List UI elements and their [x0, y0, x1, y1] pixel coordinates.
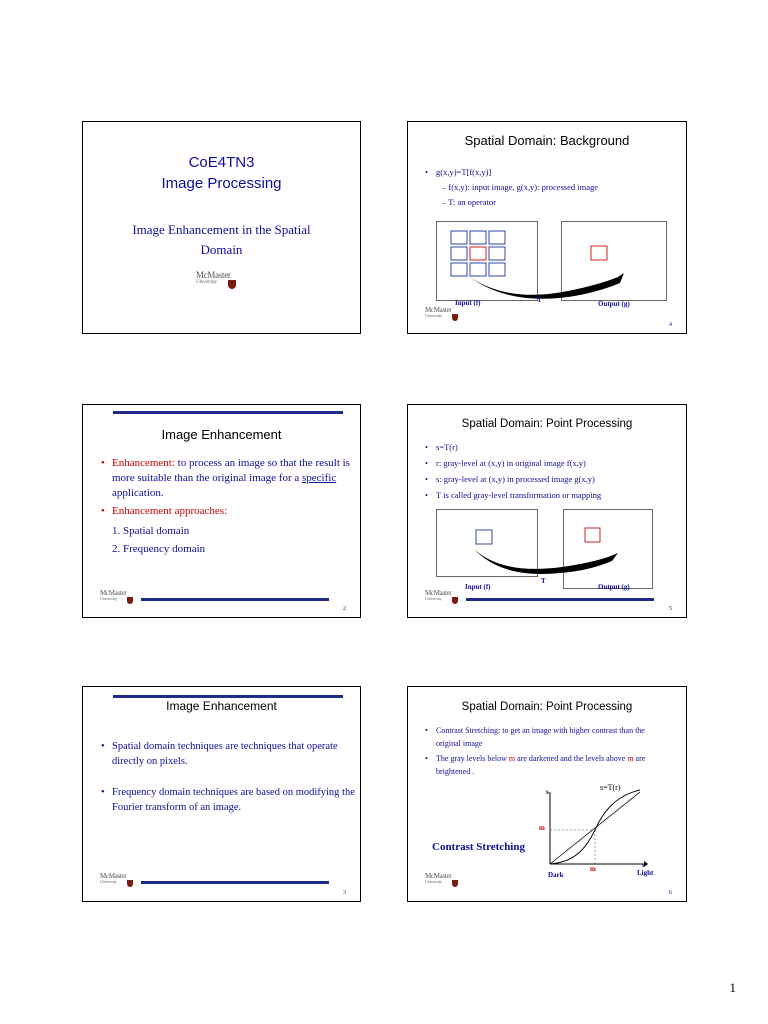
- approach-item-2: 2. Frequency domain: [112, 543, 206, 555]
- bullet-mapping-eq: • s=T(r): [425, 439, 683, 455]
- logo-shield-icon: [127, 880, 133, 887]
- page-number: 3: [343, 890, 346, 896]
- approach-list: [112, 522, 205, 558]
- label-input: Input (f): [465, 583, 491, 591]
- contrast-stretching-graph: [538, 784, 648, 876]
- bullet-text-end: are brightened .: [436, 754, 646, 776]
- logo-text: McMaster: [196, 270, 231, 280]
- bullet-list: [425, 724, 670, 778]
- logo-shield-icon: [127, 597, 133, 604]
- m-highlight: m: [508, 754, 516, 763]
- graph-dark-label: Dark: [548, 871, 564, 879]
- logo-shield-icon: [452, 880, 458, 887]
- bullet-s-def: • s: gray-level at (x,y) in processed image g(x,y): [425, 471, 683, 487]
- graph-m-y-label: m: [539, 824, 545, 832]
- sub-bullets: [442, 180, 598, 210]
- page-number: 5: [669, 606, 672, 612]
- slide-1: [82, 121, 361, 334]
- bullet-enhancement: [101, 456, 351, 501]
- approach-item-1: 1. Spatial domain: [112, 525, 190, 537]
- slide-title: [83, 152, 360, 194]
- slide-title: Spatial Domain: Background: [464, 133, 630, 148]
- page-number: 6: [669, 890, 672, 896]
- bottom-rule: [466, 598, 654, 601]
- bullet-text: to process an image so that the result is more suitable than the original image for a: [112, 457, 350, 484]
- logo-text: McMaster: [100, 589, 127, 597]
- mcmaster-logo: [425, 590, 451, 601]
- top-rule: [113, 411, 343, 414]
- logo-subtext: University: [425, 313, 442, 318]
- bullet-equation: • g(x,y)=T[f(x,y)]: [425, 166, 680, 179]
- bullet-label: Enhancement:: [112, 457, 175, 469]
- bullet-r-def: • r: gray-level at (x,y) in original image f(x,y): [425, 455, 683, 471]
- slide-subtitle: [83, 220, 360, 260]
- slide-title: Image Enhancement: [166, 699, 277, 713]
- slide-title: Spatial Domain: Point Processing: [461, 701, 633, 713]
- logo-subtext: University: [425, 879, 442, 884]
- mcmaster-logo: [196, 271, 231, 285]
- bullet-t-def: • T is called gray-level transformation or mapping: [425, 487, 683, 503]
- slide-6: [407, 686, 687, 902]
- bullet-list: [425, 166, 680, 179]
- label-operator: T: [541, 577, 546, 585]
- logo-shield-icon: [228, 280, 236, 289]
- logo-subtext: University: [425, 596, 442, 601]
- transform-arrow-icon: [472, 543, 622, 577]
- mcmaster-logo: [100, 873, 126, 884]
- bottom-rule: [141, 881, 329, 884]
- logo-text: McMaster: [425, 306, 452, 314]
- bullet-text-mid: are darkened and the levels above: [515, 754, 628, 763]
- graph-light-label: Light: [637, 869, 654, 877]
- graph-m-x-label: m: [590, 865, 596, 873]
- label-input: Input (f): [455, 299, 481, 307]
- bullet-list: [101, 456, 351, 519]
- logo-text: McMaster: [425, 872, 452, 880]
- bullet-approaches: • Enhancement approaches:: [101, 504, 351, 519]
- label-operator: T: [537, 296, 542, 304]
- logo-text: McMaster: [100, 872, 127, 880]
- slide-title: Image Enhancement: [161, 427, 282, 442]
- mcmaster-logo: [425, 873, 451, 884]
- label-output: Output (g): [598, 300, 630, 308]
- sub-bullet-2: – T: an operator: [442, 197, 496, 207]
- slide-3: [82, 686, 361, 902]
- subtitle-line-1: Image Enhancement in the Spatial: [132, 222, 311, 237]
- graph-r-label: r: [642, 861, 646, 869]
- slide-2: [82, 404, 361, 618]
- bottom-rule: [141, 598, 329, 601]
- m-highlight: m: [627, 754, 634, 763]
- logo-text: McMaster: [425, 589, 452, 597]
- top-rule: [113, 695, 343, 698]
- logo-subtext: University: [100, 879, 117, 884]
- page-number: 4: [669, 322, 672, 328]
- sheet-page-number: 1: [729, 980, 736, 995]
- bullet-frequency: • Frequency domain techniques are based on modifying the Fourier transform of an image.: [101, 785, 356, 815]
- label-output: Output (g): [598, 583, 630, 591]
- logo-shield-icon: [452, 314, 458, 321]
- sub-bullet-1: – f(x,y): input image, g(x,y): processed image: [442, 182, 599, 192]
- bullet-contrast: • Contrast Stretching: to get an image with higher contrast than the original image: [425, 724, 670, 750]
- graph-curve-label: s=T(r): [600, 783, 621, 792]
- slide-4: [407, 121, 687, 334]
- graph-s-label: s: [546, 788, 549, 796]
- bullet-list: [101, 739, 356, 815]
- bullet-spatial: • Spatial domain techniques are techniques that operate directly on pixels.: [101, 739, 356, 769]
- bullet-underlined: specific: [302, 472, 337, 484]
- bullet-text-end: application.: [112, 487, 164, 499]
- course-code: CoE4TN3: [188, 154, 255, 171]
- logo-subtext: University: [196, 280, 217, 285]
- slide-5: [407, 404, 687, 618]
- bullet-text: The gray levels below: [436, 754, 509, 763]
- mcmaster-logo: [425, 307, 451, 318]
- page-number: 2: [343, 606, 346, 612]
- slide-title: Spatial Domain: Point Processing: [461, 418, 633, 430]
- subtitle-line-2: Domain: [200, 242, 243, 257]
- logo-shield-icon: [452, 597, 458, 604]
- bullet-list: [425, 439, 683, 503]
- graph-caption: Contrast Stretching: [432, 841, 525, 853]
- course-name: Image Processing: [161, 175, 282, 192]
- mcmaster-logo: [100, 590, 126, 601]
- bullet-gray-levels: [425, 752, 670, 778]
- logo-subtext: University: [100, 596, 117, 601]
